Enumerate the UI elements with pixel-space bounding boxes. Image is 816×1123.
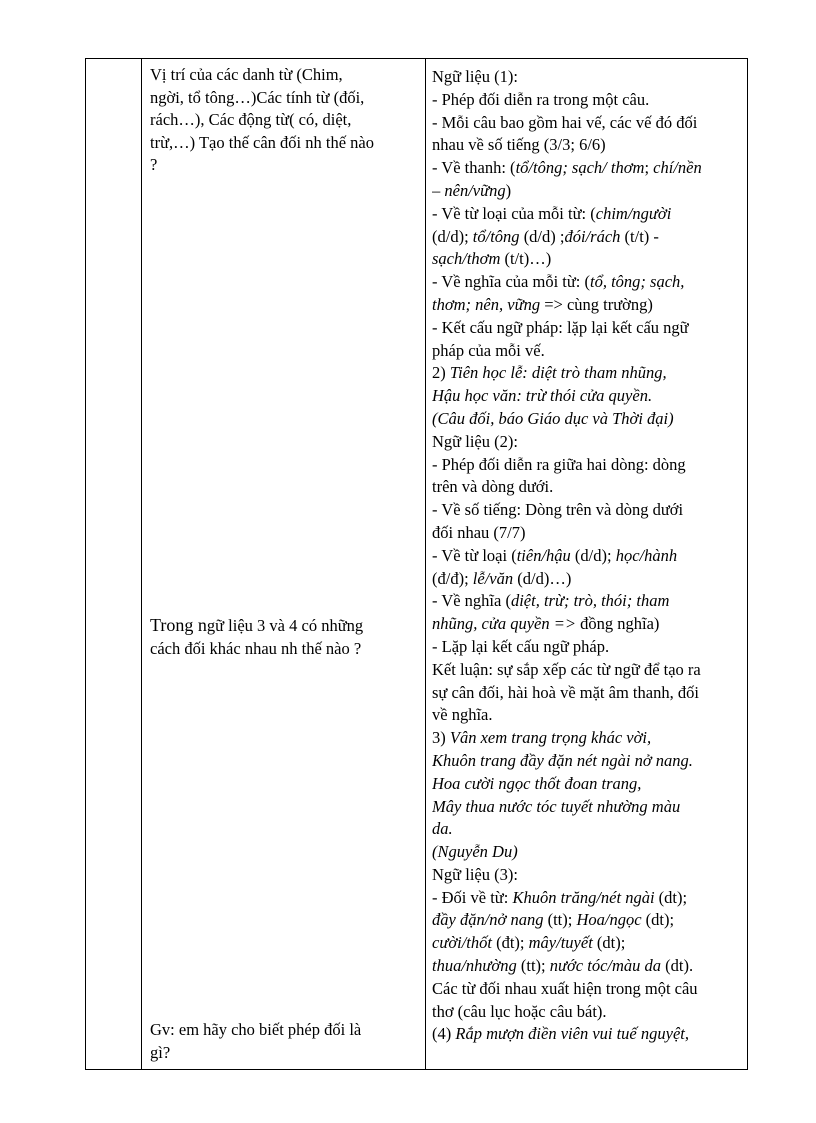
example-italic-text: Rắp mượn điền viên vui tuế nguyệt, <box>455 1024 689 1044</box>
example-line <box>432 431 742 454</box>
example-italic-text: mây/tuyết <box>528 933 593 953</box>
example-line <box>432 590 742 613</box>
example-line <box>432 773 742 796</box>
example-italic-text: Mây thua nước tóc tuyết nhường màu <box>432 796 681 816</box>
example-text: - Về số tiếng: Dòng trên và dòng dưới <box>432 500 684 520</box>
example-text: (tt); <box>543 910 577 930</box>
question-block-2 <box>150 614 422 660</box>
example-text: - Phép đối diễn ra trong một câu. <box>432 89 650 109</box>
example-text: Ngữ liệu (3): <box>432 864 518 884</box>
example-text: Kết luận: sự sắp xếp các từ ngữ để tạo ra <box>432 659 701 679</box>
example-text: (tt); <box>516 956 550 976</box>
example-italic-text: lễ/văn <box>472 568 514 588</box>
example-text: Ngữ liệu (2): <box>432 431 518 451</box>
example-text: (dt); <box>654 887 688 907</box>
example-text: (dt); <box>592 933 626 953</box>
example-line <box>432 522 742 545</box>
example-text: về nghĩa. <box>432 705 493 725</box>
example-italic-text: Khuôn trang đầy đặn nét ngài nở nang. <box>432 750 693 770</box>
example-text: - Kết cấu ngữ pháp: lặp lại kết cấu ngữ <box>432 317 689 337</box>
example-text: (d/d); <box>570 545 616 565</box>
example-italic-text: – nên/vững <box>432 180 506 200</box>
question-1-line: ? <box>150 155 158 174</box>
example-line <box>432 864 742 887</box>
example-text: (đt); <box>491 933 529 953</box>
example-line <box>432 796 742 819</box>
example-text: nhau về số tiếng (3/3; 6/6) <box>432 135 606 155</box>
example-text: 3) <box>432 728 450 748</box>
example-line <box>432 340 742 363</box>
example-text: - Đối về từ: <box>432 887 513 907</box>
example-italic-text: thơm; nên, vững <box>432 294 541 314</box>
example-text: - Về thanh: ( <box>432 158 516 178</box>
example-line <box>432 317 742 340</box>
example-text: (d/d); <box>432 226 473 246</box>
question-1-line: ngời, tổ tông…)Các tính từ (đối, <box>150 87 365 107</box>
example-line <box>432 454 742 477</box>
example-italic-text: tổ/tông <box>472 226 520 246</box>
example-italic-text: Khuôn trăng/nét ngài <box>512 887 655 907</box>
example-text: (dt). <box>661 956 694 976</box>
example-line <box>432 408 742 431</box>
example-text: - Về từ loại ( <box>432 545 517 565</box>
example-italic-text: tổ/tông; sạch/ thơm <box>515 158 645 178</box>
example-line <box>432 1001 742 1024</box>
question-2-line: cách đối khác nhau nh thế nào ? <box>150 638 362 658</box>
example-italic-text: Vân xem trang trọng khác vời, <box>449 728 652 748</box>
example-line <box>432 887 742 910</box>
example-text: (d/d)…) <box>513 568 572 588</box>
example-line <box>432 909 742 932</box>
example-text: (t/t) - <box>620 226 659 246</box>
question-3-line: Gv: em hãy cho biết phép đối là <box>150 1020 362 1039</box>
example-text: sự cân đối, hài hoà về mặt âm thanh, đối <box>432 682 699 702</box>
example-text: (d/d) ; <box>519 226 565 246</box>
example-text: - Về từ loại của mỗi từ: ( <box>432 203 596 223</box>
question-3-line: gì? <box>150 1042 171 1062</box>
question-2-rest: gữ liệu 3 và 4 có những <box>206 616 364 635</box>
example-italic-text: đầy đặn/nở nang <box>432 910 544 930</box>
example-italic-text: (Nguyễn Du) <box>432 842 518 862</box>
example-italic-text: Hậu học văn: trừ thói cửa quyền. <box>432 386 653 406</box>
example-italic-text: Hoa cười ngọc thốt đoan trang, <box>432 773 642 793</box>
example-italic-text: thua/nhường <box>432 956 517 976</box>
example-text: - Mỗi câu bao gồm hai vế, các vế đó đối <box>432 112 698 132</box>
example-text: ) <box>505 180 512 200</box>
examples-column <box>432 66 742 1046</box>
example-italic-text: cười/thốt <box>432 933 492 953</box>
example-line <box>432 818 742 841</box>
example-italic-text: diệt, trừ; trò, thói; tham <box>510 591 670 611</box>
example-italic-text: học/hành <box>615 545 678 565</box>
example-line <box>432 248 742 271</box>
example-text: ; <box>644 158 654 178</box>
example-line <box>432 157 742 180</box>
example-line <box>432 978 742 1001</box>
example-line <box>432 66 742 89</box>
question-1-line: Vị trí của các danh từ (Chim, <box>150 65 343 84</box>
example-line <box>432 476 742 499</box>
example-text: - Lặp lại kết cấu ngữ pháp. <box>432 636 610 656</box>
example-line <box>432 613 742 636</box>
example-italic-text: (Câu đối, báo Giáo dục và Thời đại) <box>432 408 674 428</box>
example-line <box>432 180 742 203</box>
example-italic-text: sạch/thơm <box>432 249 501 269</box>
example-line <box>432 955 742 978</box>
table-border-bottom <box>85 1069 748 1070</box>
example-italic-text: chim/người <box>595 203 672 223</box>
example-line <box>432 112 742 135</box>
example-line <box>432 203 742 226</box>
example-italic-text: chí/nền <box>653 158 702 178</box>
example-line <box>432 932 742 955</box>
example-italic-text: Tiên học lễ: diệt trò tham nhũng, <box>449 363 667 383</box>
example-text: đối nhau (7/7) <box>432 522 526 542</box>
example-text: trên và dòng dưới. <box>432 477 554 497</box>
example-line <box>432 636 742 659</box>
example-line <box>432 499 742 522</box>
example-text: Ngữ liệu (1): <box>432 67 518 86</box>
question-2-line <box>150 614 422 638</box>
example-line <box>432 545 742 568</box>
example-line <box>432 362 742 385</box>
table-border-top <box>85 58 748 59</box>
example-italic-text: nước tóc/màu da <box>549 956 662 976</box>
question-1-line: rách…), Các động từ( có, diệt, <box>150 110 352 129</box>
example-line <box>432 682 742 705</box>
example-text: Các từ đối nhau xuất hiện trong một câu <box>432 978 698 998</box>
example-text: (4) <box>432 1024 456 1044</box>
example-italic-text: Hoa/ngọc <box>576 910 642 930</box>
example-italic-text: tổ, tông; sạch, <box>590 272 685 292</box>
example-text: (t/t)…) <box>500 249 552 269</box>
example-text: => cùng trường) <box>540 294 653 314</box>
table-divider-2 <box>425 58 426 1070</box>
example-text: đồng nghĩa) <box>576 614 660 634</box>
example-line <box>432 89 742 112</box>
example-line <box>432 134 742 157</box>
example-line <box>432 704 742 727</box>
example-line <box>432 750 742 773</box>
question-block-1 <box>150 64 422 177</box>
example-text: thơ (câu lục hoặc câu bát). <box>432 1001 607 1021</box>
example-text: - Về nghĩa ( <box>432 591 511 611</box>
example-line <box>432 841 742 864</box>
example-line <box>432 385 742 408</box>
example-line <box>432 727 742 750</box>
example-line <box>432 659 742 682</box>
example-italic-text: nhũng, cửa quyền => <box>432 614 576 634</box>
question-1-line: trừ,…) Tạo thế cân đối nh thế nào <box>150 132 374 152</box>
example-text: - Phép đối diễn ra giữa hai dòng: dòng <box>432 454 686 474</box>
example-line <box>432 294 742 317</box>
example-line <box>432 1023 742 1046</box>
example-text: (dt); <box>641 910 675 930</box>
table-divider-1 <box>141 58 142 1070</box>
question-2-prefix: Trong n <box>150 615 207 635</box>
example-line <box>432 226 742 249</box>
table-border-right <box>747 58 748 1070</box>
example-line <box>432 271 742 294</box>
example-italic-text: tiên/hậu <box>516 545 571 565</box>
example-text: pháp của mỗi vế. <box>432 340 545 360</box>
table-border-left <box>85 58 86 1070</box>
example-text: (đ/đ); <box>432 568 473 588</box>
example-italic-text: da. <box>432 819 453 839</box>
example-text: - Về nghĩa của mỗi từ: ( <box>432 272 591 292</box>
example-text: 2) <box>432 363 450 383</box>
question-block-3 <box>150 1019 422 1064</box>
example-italic-text: đói/rách <box>564 226 621 246</box>
example-line <box>432 568 742 591</box>
